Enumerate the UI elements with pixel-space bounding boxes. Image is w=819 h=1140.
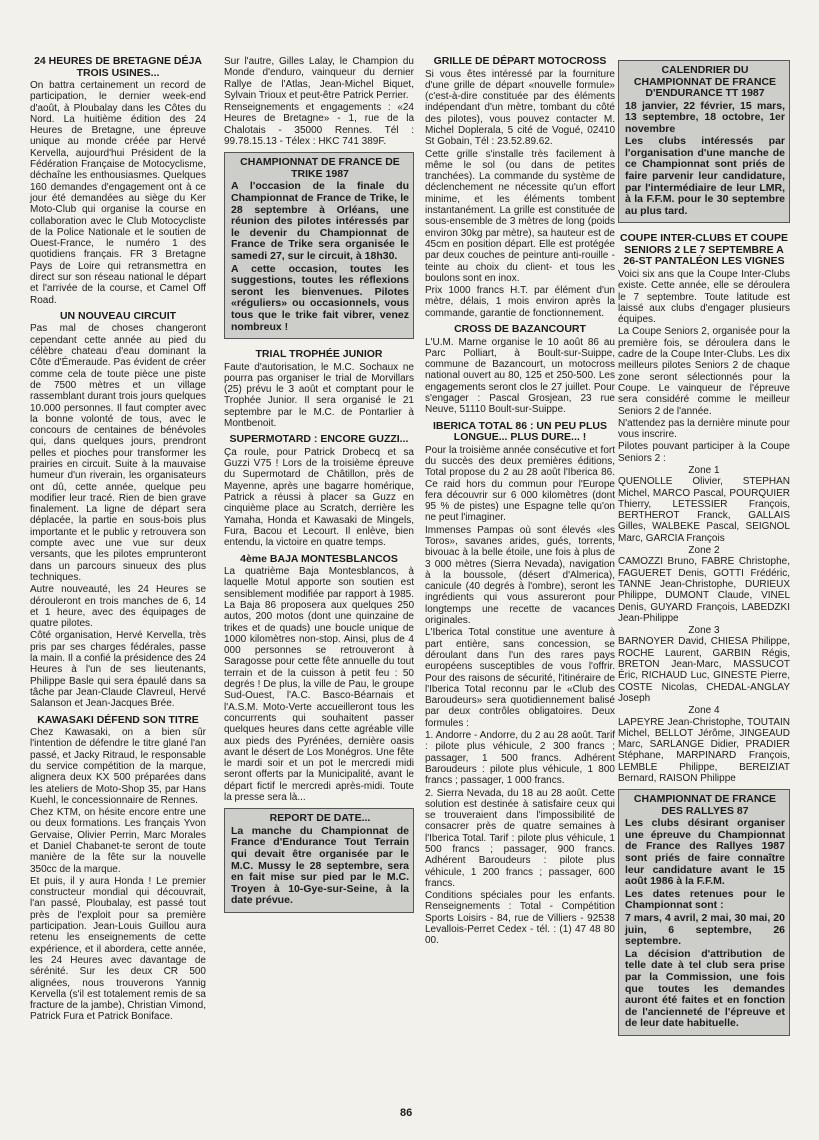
- article-paragraph: La quatrième Baja Montesblancos, à laquelle Motul apporte son soutien est sensiblement modifiée par rapport à 1985. La Baja 86 proposera aux quelques 250 autos, 200 motos (dont une quinzaine de trikes et de quads) une boucle unique de 1000 kilomètres non-stop. Ainsi, plus de 4 000 personnes se retrouveront à Saragosse pour cette fête annuelle du tout terrain et de la cuisson à petit feu : 50 degrés ! De plus, la ville de Pau, le groupe Sud-Ouest, l'A.C. Basco-Béarnais et l'A.S.M. Moto-Verte accueilleront tous les concurrents qui souhaitent passer quelques heures dans cette agréable ville aux pieds des Pyrénées, dernière oasis avant le désert de Los Monégros. Une fête le mardi soir et un pot le mercredi midi seront offerts par la Municipalité, avant le départ fictif le mercredi après-midi. Toute la presse sera là...: [224, 566, 414, 803]
- article-title: SUPERMOTARD : ENCORE GUZZI...: [229, 433, 409, 446]
- article-paragraph: Ça roule, pour Patrick Drobecq et sa Guzzi V75 ! Lors de la troisième épreuve du Supermotard de Châtillon, près de Mayenne, après une bagarre homérique, Patrick a réussi à placer sa Guzz en cinquième place au Scratch, derrière les Yamaha, Honda et Kawasaki de Mingels, Fura, Bacou et Lecourt. Il enlève, bien entendu, la victoire en quatre temps.: [224, 446, 414, 549]
- article-paragraph: Côté organisation, Hervé Kervella, très pris par ses charges fédérales, passe la main. Il a confié la présidence des 24 Heures à l'un de ses lieutenants, Philippe Basle qui sera épaulé dans sa tâche par Jean-Claude Clavreul, Hervé Salanson et Jean-Jacques Brée.: [30, 630, 206, 710]
- article-title: CALENDRIER DU CHAMPIONNAT DE FRANCE D'ENDURANCE TT 1987: [633, 64, 777, 99]
- article-paragraph: Les dates retenues pour le Championnat sont :: [625, 887, 785, 912]
- article: [30, 56, 206, 306]
- boxed-article: [224, 808, 414, 913]
- zone-label: Zone 4: [688, 705, 720, 717]
- article-paragraph: Pas mal de choses changeront cependant cette année au pied du célèbre chateau d'eau dominant la Côte d'Émeraude. Pas évident de créer comme cela de toute pièce une piste de 7500 mètres et un village rassemblant durant trois jours quelques 10.000 personnes. Il faut compter avec la bonne volonté de tous, avec le concours de centaines de bénévoles qui, dans quelques jours, prendront pelles et pioches pour transformer les prairies en circuit. Suite à la mauvaise humeur d'un riverain, les organisateurs ont dû, cette année, quelque peu modifier leur tracé. Rien de bien grave finalement. La ligne de départ sera déplacée, la partie en sous-bois plus importante et le public y retrouvera son compte avec une vue sur deux versants, que les pilotes emprunteront dans un parcours sinueux des plus techniques.: [30, 323, 206, 583]
- column-3: [425, 56, 615, 952]
- article-paragraph: 2. Sierra Nevada, du 18 au 28 août. Cette solution est destinée à satisfaire ceux qui se trouveraient dans l'impossibilité de consacrer près de quatre semaines à l'Iberica Total. Tarif : pilote plus véhicule, 1 500 francs ; passager, 900 francs. Adhérent Baroudeurs : pilote plus véhicule, 1 200 francs ; passager, 600 francs.: [425, 787, 615, 889]
- article-paragraph: 1. Andorre - Andorre, du 2 au 28 août. Tarif : pilote plus véhicule, 2 300 francs ; passager, 1 500 francs. Adhérent Baroudeurs : pilote plus véhicule, 1 800 francs ; passager, 1 000 francs.: [425, 730, 615, 787]
- article-paragraph: Les clubs désirant organiser une épreuve du Championnat de France des Rallyes 1987 sont priés de faire connaître leur candidature avant le 15 août 1986 à la F.F.M.: [625, 817, 785, 888]
- article-paragraph: Et puis, il y aura Honda ! Le premier constructeur mondial qui découvrait, l'an passé, Ploubalay, est passé tout près de l'exploit pour sa première participation. Jean-Louis Guillou aura retenu les enseignements de cette expérience, et il abordera, cette année, les 24 Heures avec davantage de sérénité. Sur les deux CR 500 alignées, nous trouverons Yannig Kervella (s'il est totalement remis de sa fracture de la jambe), Christian Vimond, Patrick Fura et Patrick Boniface.: [30, 875, 207, 1023]
- column-4: [618, 56, 790, 1046]
- article-paragraph: La Coupe Seniors 2, organisée pour la première fois, se déroulera dans le cadre de la Coupe Inter-Clubs. Les dix meilleurs pilotes Seniors 2 de chaque zone seront sélectionnés pour la Coupe. Le vainqueur de l'épreuve sera considéré comme le meilleur Seniors 2 de l'année.: [618, 326, 790, 417]
- article-paragraph: A l'occasion de la finale du Championnat de France de Trike, le 28 septembre à Orléans, une réunion des pilotes intéressés par le devenir du Championnat de France de Trike sera organisée le samedi 27, sur le circuit, à 18h30.: [231, 180, 409, 262]
- article-paragraph: Pilotes pouvant participer à la Coupe Seniors 2 :: [618, 441, 790, 464]
- article: [618, 233, 790, 784]
- article: [30, 715, 206, 1023]
- page-number: 86: [400, 1107, 413, 1119]
- article-title: REPORT DE DATE...: [269, 812, 371, 825]
- article: [30, 311, 206, 710]
- article-title: TRIAL TROPHÉE JUNIOR: [255, 348, 383, 361]
- article-title: IBERICA TOTAL 86 : UN PEU PLUS LONGUE... PLUS DURE... !: [432, 419, 608, 444]
- article-title: CROSS DE BAZANCOURT: [454, 323, 586, 336]
- boxed-article: [618, 60, 790, 223]
- zone-label: Zone 2: [688, 545, 720, 557]
- article-title: COUPE INTER-CLUBS ET COUPE SENIORS 2 LE 7 SEPTEMBRE A 26-ST PANTALÉON LES VIGNES: [619, 232, 788, 268]
- article-paragraph: La décision d'attribution de telle date à tel club sera prise par la Commission, une fois que toutes les demandes auront été faites et en fonction de l'ancienneté de l'épreuve et de leur date habituelle.: [625, 947, 785, 1030]
- article-title: CHAMPIONNAT DE FRANCE DE TRIKE 1987: [240, 156, 400, 180]
- article-title: KAWASAKI DÉFEND SON TITRE: [37, 713, 199, 726]
- article-paragraph: A cette occasion, toutes les suggestions, toutes les réflexions seront les bienvenues. Pilotes «réguliers» ou occasionnels, vous tous que le trike fait vibrer, venez nombreux !: [231, 262, 409, 333]
- article-paragraph: Chez Kawasaki, on a bien sûr l'intention de défendre le titre glané l'an passé, et Jacky Ritraud, le responsable du service compétition de la marque, alignera deux KX 500 préparées dans les ateliers de Moto-Shop 35, par Hans Kuehl, le concessionnaire de Rennes.: [30, 727, 206, 806]
- article-paragraph: Voici six ans que la Coupe Inter-Clubs existe. Cette année, elle se déroulera le 7 septembre. Toute latitude est laissé aux clubs d'engager plusieurs équipes.: [618, 268, 790, 326]
- article-paragraph: Faute d'autorisation, le M.C. Sochaux ne pourra pas organiser le trial de Morvillars (25) prévu le 3 août et comptant pour le Trophée Junior. Il sera organisé le 21 septembre par le M.C. de Pontarlier à Montbenoit.: [224, 361, 414, 430]
- article: [425, 421, 615, 947]
- boxed-article: [618, 789, 790, 1036]
- zone-pilot-names: QUENOLLE Olivier, STEPHAN Michel, MARCO Pascal, POURQUIER Thierry, LETESSIER François, BERTHEROT Franck, GALLAIS Gilles, WALBEKE Pascal, SEIGNOL Marc, GARCIA François: [618, 476, 790, 544]
- article: [425, 56, 615, 319]
- article-paragraph: Autre nouveauté, les 24 Heures se dérouleront en trois manches de 6, 14 et 1 heure, avec des équipages de quatre pilotes.: [30, 584, 206, 630]
- article-paragraph: Renseignements et engagements : «24 Heures de Bretagne» - 1, rue de la Chalotais - 35000 Rennes. Tél : 99.78.15.13 - Télex : HKC 741 389F.: [224, 102, 414, 148]
- column-1: [30, 56, 206, 1028]
- zone-pilot-names: BARNOYER David, CHIESA Philippe, ROCHE Laurent, GARBIN Régis, BRETON Jean-Marc, MASSUCOT Éric, RICHAUD Luc, GINESTE Pierre, COSTE Nicolas, CHEDAL-ANGLAY Joseph: [618, 636, 790, 704]
- article: [224, 349, 414, 429]
- zone-label: Zone 1: [688, 464, 720, 476]
- article-paragraph: 18 janvier, 22 février, 15 mars, 13 septembre, 18 octobre, 1er novembre: [625, 99, 785, 135]
- article-paragraph: Chez KTM, on hésite encore entre une ou deux formations. Les français Yvon Gervaise, Olivier Perrin, Marc Morales et Daniel Chabanet-te seront de toute manière de la fête sur la nouvelle 350cc de la marque.: [30, 807, 206, 875]
- article: [425, 324, 615, 416]
- article: [224, 434, 414, 548]
- article-paragraph: N'attendez pas la dernière minute pour vous inscrire.: [618, 417, 791, 441]
- article-paragraph: Si vous êtes intéressé par la fourniture d'une grille de départ «nouvelle formule» (c'est-à-dire constituée par des éléments indépendant d'un mètre, tombant du côté des pilotes), vous pouvez contacter M. Michel Doplerala, 5 cité de Vogué, 02410 St Gobain, Tél : 23.52.89.62.: [425, 68, 615, 148]
- article-paragraph: Sur l'autre, Gilles Lalay, le Champion du Monde d'enduro, vainqueur du dernier Rallye de l'Atlas, Jean-Michel Biquet, Sylvain Trioux et peut-être Patrick Perrier.: [224, 56, 414, 101]
- zone-pilot-names: CAMOZZI Bruno, FABRE Christophe, FAGUERET Denis, GOTTI Frédéric, TANNE Jean-Christophe, DURIEUX Philippe, DUMONT Claude, VINEL Denis, GUYARD François, LABEDZKI Jean-Philippe: [618, 556, 790, 624]
- article-paragraph: 7 mars, 4 avril, 2 mai, 30 mai, 20 juin, 6 septembre, 26 septembre.: [625, 912, 785, 948]
- article-title: GRILLE DE DÉPART MOTOCROSS: [433, 55, 607, 67]
- article-paragraph: Pour la troisième année consécutive et fort du succès des deux premières éditions, Total propose du 2 au 28 août l'Iberica 86. Ce raid hors du commun pour l'Europe fera découvrir sur 6 000 kilomètres (dont 95 % de pistes) une Espagne telle qu'on ne peut l'imaginer.: [425, 444, 615, 524]
- column-2: [224, 56, 414, 923]
- article-paragraph: Cette grille s'installe très facilement à même le sol (ou dans de petites tranchées). La commande du système de déclenchement ne nécessite qu'un effort minime, et les éléments tombent instantanément. La grille est constituée de sous-ensemble de 3 mètres de long (poids environ 30kg par mètre), sa hauteur est de 45cm en position départ. Elle est protégée par deux couches de peinture anti-rouille -teinte au choix du client- et tous les boulons sont en inox.: [425, 148, 615, 284]
- zone-pilot-names: LAPEYRE Jean-Christophe, TOUTAIN Michel, BELLOT Jérôme, JINGEAUD Marc, SARLANGE Didier, PRADIER Stéphane, MARPINARD François, LEMBLE Philippe, BEREIZIAT Bernard, RAISON Philippe: [618, 716, 790, 784]
- article-title: 24 HEURES DE BRETAGNE DÉJA TROIS USINES...: [34, 55, 202, 79]
- article: [224, 554, 414, 804]
- article-paragraph: Immenses Pampas où sont élevés «les Toros», savanes arides, gués, torrents, bivouac à la belle étoile, une fois à plus de 3 000 mètres (Sierra Nevada), navigation à la boussole, (désert d'Almerica), canicule (40 degrés à l'ombre), seront les ingrédients qui vous assureront pour longtemps une recette de vacances originales.: [425, 524, 615, 627]
- article-paragraph: L'U.M. Marne organise le 10 août 86 au Parc Polliart, à Boult-sur-Suippe, commune de Bazancourt, un motocross national ouvert au 80, 125 et 250-500. Les engagements seront clos le 27 juillet. Pour s'engager : Pascal Grosjean, 23 rue Neuve, 51110 Boult-sur-Suippe.: [425, 336, 615, 416]
- boxed-article: [224, 152, 414, 339]
- article-paragraph: Conditions spéciales pour les enfants. Renseignements : Total - Compétition Sports Loisirs - 84, rue de Villiers - 92538 Levallois-Perret Cedex - tél. : (1) 47 48 80 00.: [425, 890, 615, 947]
- article-title: 4ème BAJA MONTESBLANCOS: [240, 552, 398, 565]
- article-paragraph: Les clubs intéressés par l'organisation d'une manche de ce Championnat sont priés de faire parvenir leur candidature, par l'intermédiaire de leur LMR, à la F.F.M. pour le 30 septembre au plus tard.: [625, 135, 785, 217]
- article-title: UN NOUVEAU CIRCUIT: [59, 309, 177, 322]
- article-paragraph: L'Iberica Total constitue une aventure à part entière, sans concession, se déroulant dans l'un des rares pays européens susceptibles de vous l'offrir. Pour des raisons de sécurité, l'itinéraire de l'Iberica Total reconnu par le «Club des Baroudeurs» sera quotidiennement balisé par deux contrôles obligatoires. Deux formules :: [425, 627, 615, 729]
- article-title: CHAMPIONNAT DE FRANCE DES RALLYES 87: [633, 793, 777, 817]
- article: [224, 56, 414, 147]
- article-paragraph: La manche du Championnat de France d'Endurance Tout Terrain qui devait être organisée par le M.C. Mussy le 28 septembre, sera en fait mise sur pied par le M.C. Troyen à 10-Gye-sur-Seine, à la date prévue.: [231, 824, 409, 907]
- article-paragraph: Prix 1000 francs H.T. par élément d'un mètre, délais, 1 mois environ après la commande, garantie de fonctionnement.: [425, 285, 615, 319]
- zone-label: Zone 3: [688, 625, 720, 637]
- article-paragraph: On battra certainement un record de participation, le dernier week-end d'août, à Ploubalay dans les Côtes du Nord. La huitième édition des 24 Heures de Bretagne, une épreuve unique au monde créée par Hervé Kervella, aujourd'hui Président de la Fédération Française de Motocyclisme, déchaîne les enthousiasmes. Quelques 160 demandes d'engagement ont à ce jour été demandées au siège du Ker Moto-Club qui organise la course en collaboration avec le Club Motocycliste de la Police Nationale et le soutien de Ouest-France, le numéro 1 des quotidiens français. FR 3 Bretagne Pays de Loire qui retransmettra en direct sur son réseau national le départ et l'arrivée de la course, et Camel Off Road.: [30, 80, 206, 306]
